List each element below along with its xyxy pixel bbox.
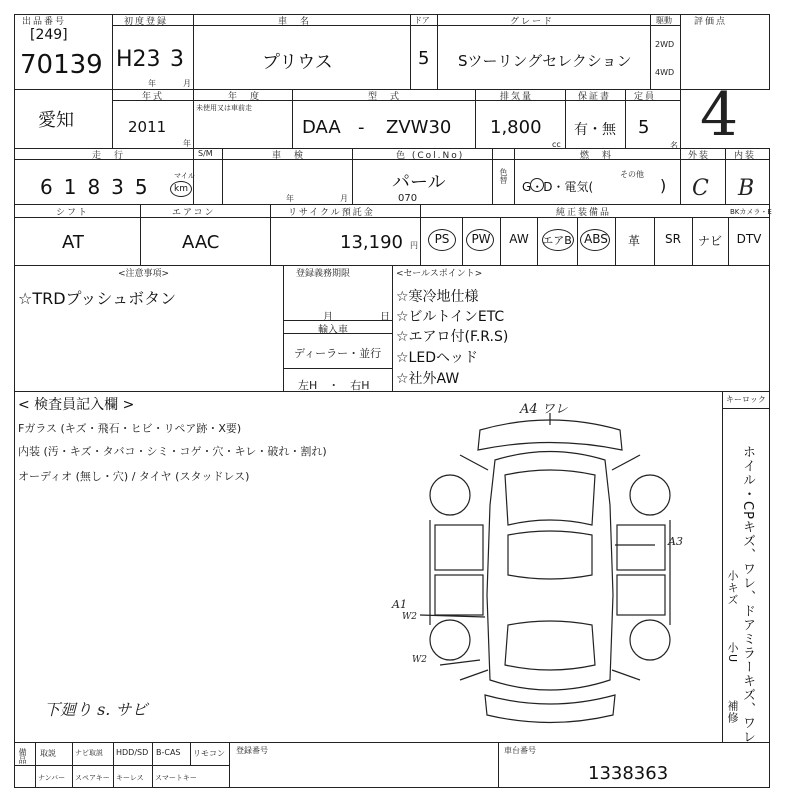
region: 愛知 [38, 110, 74, 131]
displacement-label: 排気量 [500, 92, 534, 102]
reg-no-label: 登録番号 [236, 746, 268, 755]
keylock-label: キーロック [726, 395, 766, 404]
footer-plate: ナンバー [38, 774, 66, 782]
car-name-label: 車 名 [278, 17, 312, 27]
inspection-title: < 検査員記入欄 > [18, 397, 135, 413]
mark-a1: A1 [392, 598, 407, 611]
inspection-line-2: 内装 (汚・キズ・タバコ・シミ・コゲ・穴・キレ・破れ・割れ) [18, 445, 327, 458]
vertical-sub-3: 補修 [726, 700, 739, 724]
car-damage-diagram [400, 395, 700, 735]
first-reg-month-unit: 月 [183, 79, 191, 88]
fuel-other: その他 [620, 170, 644, 179]
sales-point-4: ☆LEDヘッド [396, 350, 478, 366]
mark-a4: A4 ワレ [520, 402, 568, 417]
option-sr: SR [665, 232, 681, 246]
option-abs: ABS [584, 232, 608, 246]
footer-side-label: 備品 [18, 748, 27, 764]
footer-smart-key: スマートキー [155, 774, 197, 782]
import-label: 輸入車 [318, 325, 348, 336]
inspection-line-1: Fガラス (キズ・飛石・ヒビ・リペア跡・X要) [18, 422, 242, 435]
interior-grade: B [738, 176, 755, 201]
inspection-label: 車 検 [272, 151, 306, 161]
grade: Sツーリングセレクション [458, 52, 632, 70]
recycle-unit: 円 [410, 241, 418, 250]
first-reg-era: H23 [116, 47, 161, 72]
score: 4 [700, 80, 739, 150]
footer-hdd-sd: HDD/SD [116, 748, 149, 757]
sales-point-2: ☆ビルトインETC [396, 309, 505, 325]
vertical-sub-1: 小キズ [726, 570, 739, 606]
exterior-label: 外装 [688, 151, 711, 161]
model-year: 2011 [128, 118, 167, 136]
drive-label: 駆動 [656, 16, 672, 25]
drive-2wd: 2WD [655, 40, 675, 49]
listing-sub: [249] [30, 27, 68, 43]
ps-circle-mark [428, 229, 456, 251]
option-leather: 革 [627, 234, 640, 248]
sales-point-1: ☆寒冷地仕様 [396, 289, 479, 305]
color-label: 色 (Col.No) [396, 151, 465, 161]
car-name: プリウス [262, 52, 333, 73]
footer-navi-manual: ナビ取説 [75, 749, 103, 757]
color-no: 070 [398, 193, 418, 204]
caution-text: ☆TRDプッシュボタン [18, 289, 177, 308]
wheel-marks [430, 475, 670, 660]
doors: 5 [418, 48, 430, 69]
caution-label: <注意事項> [118, 269, 170, 279]
listing-label: 出品番号 [22, 17, 67, 27]
side-panels [430, 455, 670, 680]
capacity-label: 定員 [634, 92, 657, 102]
inspection-line-3: オーディオ (無し・穴) / タイヤ (スタッドレス) [18, 470, 250, 483]
exterior-grade: C [692, 176, 709, 201]
vertical-note: ホイル・CPキズ、ワレ、ドアミラーキズ、ワレ [740, 445, 755, 744]
score-label: 評価点 [694, 17, 728, 27]
mileage-unit: km [170, 181, 192, 197]
shift: AT [62, 232, 84, 253]
type-prefix: DAA [302, 117, 341, 138]
color-change-label: 色替 [499, 168, 508, 184]
option-pw: PW [471, 232, 491, 246]
registration-label: 登録義務期限 [296, 269, 351, 279]
displacement: 1,800 [490, 117, 542, 138]
fuel: G・D・電気( [522, 180, 594, 194]
recycle-label: リサイクル預託金 [288, 208, 375, 218]
handwriting-note: 下廻り s. サビ [44, 700, 148, 719]
sales-point-5: ☆社外AW [396, 371, 460, 387]
first-reg-label: 初度登録 [124, 17, 169, 27]
mile-label: マイル [174, 172, 195, 180]
model-year-label: 年式 [142, 92, 165, 102]
fuel-close: ) [660, 176, 667, 195]
type-code: ZVW30 [386, 117, 452, 138]
nenshiki-sub: 未使用又は車前走 [196, 104, 252, 112]
footer-manual: 取説 [40, 749, 56, 758]
fuel-selected-circle [530, 178, 544, 192]
type-label: 型 式 [368, 92, 402, 102]
abs-circle-mark [580, 229, 610, 251]
mileage-label: 走 行 [92, 151, 126, 161]
airbag-circle-mark [542, 229, 574, 251]
option-ps: PS [434, 232, 450, 246]
import-value: ディーラー・並行 [294, 347, 382, 360]
damage-marks [420, 413, 655, 665]
equip-label: 純正装備品 [556, 208, 612, 218]
interior-label: 内装 [734, 151, 757, 161]
registration-day-unit: 日 [380, 312, 390, 323]
recycle: 13,190 [340, 232, 403, 253]
drive-4wd: 4WD [655, 68, 675, 77]
option-dtv: DTV [736, 232, 762, 246]
smeter-label: S/M [198, 149, 213, 158]
first-reg-year-unit: 年 [148, 79, 156, 88]
doors-label: ドア [414, 16, 430, 25]
option-airbag: エアB [542, 234, 572, 247]
car-outline [478, 420, 622, 723]
mark-w2-front: W2 [402, 612, 417, 622]
sales-point-3: ☆エアロ付(F.R.S) [396, 329, 509, 345]
type-dash: - [358, 117, 365, 138]
chassis-number: 1338363 [588, 763, 669, 784]
chassis-label: 車台番号 [504, 746, 536, 755]
capacity-unit: 名 [670, 141, 678, 150]
capacity: 5 [638, 117, 650, 138]
option-aw: AW [509, 232, 529, 246]
listing-number: 70139 [20, 50, 103, 80]
sales-label: <セールスポイント> [396, 269, 483, 279]
registration-month-unit: 月 [323, 312, 333, 323]
warranty: 有・無 [574, 122, 616, 138]
nenshiki-label: 年 度 [228, 92, 262, 102]
pw-circle-mark [466, 229, 494, 251]
shift-label: シフト [56, 208, 90, 218]
warranty-label: 保証書 [578, 92, 612, 102]
handle-value: 左H ・ 右H [298, 379, 370, 392]
model-year-unit: 年 [183, 139, 191, 148]
vertical-sub-2: 小U [726, 642, 739, 664]
mark-w2-rear: W2 [412, 655, 427, 665]
option-navi: ナビ [697, 234, 722, 248]
footer-remote: リモコン [193, 749, 225, 758]
first-reg-month: 3 [170, 47, 184, 72]
footer-spare-key: スペアキー [75, 774, 110, 782]
mark-a3: A3 [668, 535, 683, 548]
mileage: 61835 [40, 175, 159, 199]
ac-label: エアコン [172, 208, 216, 218]
footer-keyless: キーレス [116, 774, 144, 782]
footer-bcas: B-CAS [156, 748, 181, 757]
color: パール [392, 172, 446, 193]
fuel-label: 燃 料 [580, 151, 614, 161]
grade-label: グレード [510, 17, 555, 27]
cam-label: BKカメラ・E [730, 208, 772, 216]
inspection-year-unit: 年 [286, 194, 294, 203]
ac: AAC [182, 232, 220, 253]
displacement-unit: cc [552, 140, 561, 149]
inspection-month-unit: 月 [340, 194, 348, 203]
